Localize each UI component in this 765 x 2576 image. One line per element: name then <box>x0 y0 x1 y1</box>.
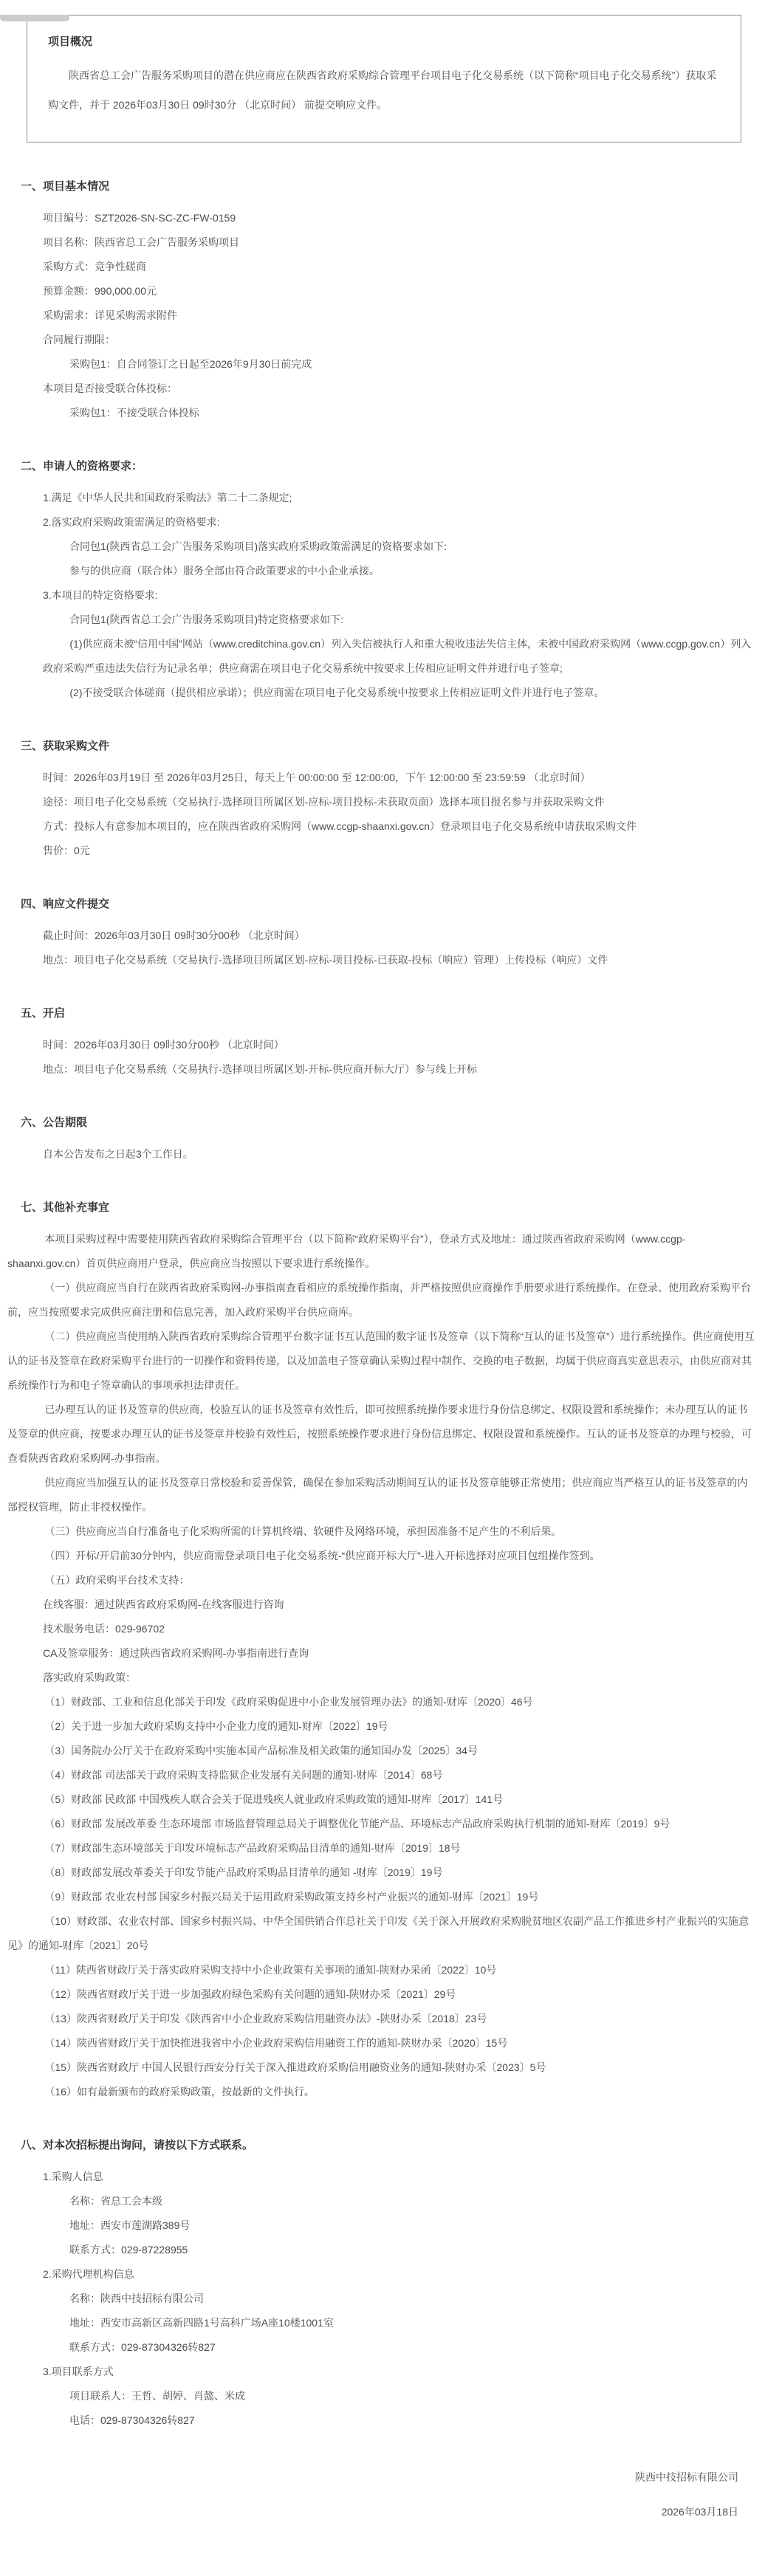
section-obtain-documents <box>7 739 758 863</box>
signature-block <box>7 2465 758 2524</box>
section-applicant-qualifications <box>7 459 758 705</box>
text-line: 1.采购人信息 <box>43 2171 103 2182</box>
text-line: 合同包1(陕西省总工会广告服务采购项目)特定资格要求如下: <box>69 614 343 625</box>
text-line: （15）陕西省财政厅 中国人民银行西安分行关于深入推进政府采购信用融资业务的通知-陕财办采〔2023〕5号 <box>44 2061 546 2073</box>
section-body <box>7 1033 758 1082</box>
section-heading: 六、公告期限 <box>21 1116 88 1129</box>
text-line: 地址：西安市高新区高新四路1号高科广场A座10楼1001室 <box>69 2317 334 2329</box>
text-line: 合同包1(陕西省总工会广告服务采购项目)落实政府采购政策需满足的资格要求如下: <box>69 540 447 552</box>
section-body <box>7 1227 758 2104</box>
text-line: 采购需求：详见采购需求附件 <box>43 309 177 321</box>
text-line: 预算金额：990,000.00元 <box>43 285 157 297</box>
section-heading: 二、申请人的资格要求： <box>21 460 143 473</box>
text-line: 2.采购代理机构信息 <box>43 2268 134 2280</box>
text-line: 联系方式：029-87228955 <box>69 2244 188 2256</box>
section-contact-info <box>7 2138 758 2433</box>
text-line: CA及签章服务：通过陕西省政府采购网-办事指南进行查询 <box>43 1647 309 1659</box>
text-line: （13）陕西省财政厅关于印发《陕西省中小企业政府采购信用融资办法》-陕财办采〔2018〕23号 <box>44 2013 487 2024</box>
section-body <box>7 924 758 972</box>
text-line: 地点：项目电子化交易系统（交易执行-选择项目所属区划-开标-供应商开标大厅）参与线上开标 <box>43 1063 477 1075</box>
text-line: （3）国务院办公厅关于在政府采购中实施本国产品标准及相关政策的通知国办发〔2025〕34号 <box>44 1745 478 1756</box>
text-line: 2.落实政府采购政策需满足的资格要求: <box>43 516 220 528</box>
section-heading: 五、开启 <box>21 1007 66 1020</box>
text-line: 名称：省总工会本级 <box>69 2195 162 2207</box>
text-line: 本项目采购过程中需要使用陕西省政府采购综合管理平台（以下简称“政府采购平台”），登录方式及地址：通过陕西省政府采购网（www.ccgp-shaanxi.gov.cn）首页供应商用户登录，供应商应当按照以下要求进行系统操作。 <box>7 1233 686 1269</box>
text-line: 电话：029-87304326转827 <box>69 2414 195 2426</box>
section-opening <box>7 1006 758 1082</box>
text-line: 途径：项目电子化交易系统（交易执行-选择项目所属区划-应标-项目投标-未获取页面）选择本项目报名参与并获取采购文件 <box>43 796 605 808</box>
text-line: 地点：项目电子化交易系统（交易执行-选择项目所属区划-应标-项目投标-已获取-投标（响应）管理）上传投标（响应）文件 <box>43 954 608 966</box>
text-line: 截止时间：2026年03月30日 09时30分00秒 （北京时间） <box>43 930 305 941</box>
text-line: （五）政府采购平台技术支持： <box>44 1574 190 1586</box>
text-line: （11）陕西省财政厅关于落实政府采购支持中小企业政策有关事项的通知-陕财办采函〔2022〕10号 <box>44 1964 497 1976</box>
text-line: 采购包1：不接受联合体投标 <box>69 407 199 419</box>
text-line: （1）财政部、工业和信息化部关于印发《政府采购促进中小企业发展管理办法》的通知-财库〔2020〕46号 <box>44 1696 533 1708</box>
text-line: （8）财政部发展改革委关于印发节能产品政府采购品目清单的通知 -财库〔2019〕19号 <box>44 1866 443 1878</box>
text-line: 在线客服：通过陕西省政府采购网-在线客服进行咨询 <box>43 1598 284 1610</box>
text-line: 落实政府采购政策： <box>43 1672 136 1683</box>
text-line: 已办理互认的证书及签章的供应商，校验互认的证书及签章有效性后，即可按照系统操作要求进行身份信息绑定、权限设置和系统操作；未办理互认的证书及签章的供应商，按要求办理互认的证书及签章并校验有效性后，按照系统操作要求进行身份信息绑定、权限设置和系统操作。互认的证书及签章的办理与校验，可查看陕西省政府采购网-办事指南。 <box>7 1404 752 1464</box>
text-line: 技术服务电话：029-96702 <box>43 1623 165 1635</box>
text-line: （10）财政部、农业农村部、国家乡村振兴局、中华全国供销合作总社关于印发《关于深入开展政府采购脱贫地区农副产品工作推进乡村产业振兴的实施意见》的通知-财库〔2021〕20号 <box>7 1915 749 1951</box>
text-line: 采购方式：竞争性磋商 <box>43 261 146 272</box>
section-heading: 三、获取采购文件 <box>21 740 110 752</box>
text-line: （一）供应商应当自行在陕西省政府采购网-办事指南查看相应的系统操作指南，并严格按照供应商操作手册要求进行系统操作。在登录、使用政府采购平台前，应当按照要求完成供应商注册和信息完善，加入政府采购平台供应商库。 <box>7 1282 752 1318</box>
text-line: 采购包1：自合同签订之日起至2026年9月30日前完成 <box>69 358 312 370</box>
text-line: 售价：0元 <box>43 845 90 856</box>
text-line: 合同履行期限： <box>43 334 115 346</box>
overview-box <box>27 15 741 142</box>
text-line: （14）陕西省财政厅关于加快推进我省中小企业政府采购信用融资工作的通知-陕财办采〔2020〕15号 <box>44 2037 508 2049</box>
text-line: （7）财政部生态环境部关于印发环境标志产品政府采购品目清单的通知-财库〔2019〕18号 <box>44 1842 461 1854</box>
footer-agency: 陕西中技招标有限公司 <box>635 2471 738 2483</box>
section-body <box>7 766 758 863</box>
text-line: 3.项目联系方式 <box>43 2366 114 2377</box>
footer-date: 2026年03月18日 <box>661 2506 738 2518</box>
overview-body: 陕西省总工会广告服务采购项目的潜在供应商应在陕西省政府采购综合管理平台项目电子化交易系统（以下简称“项目电子化交易系统”）获取采购文件，并于 2026年03月30日 09时30分 （北京时间） 前提交响应文件。 <box>48 69 717 111</box>
section-heading: 八、对本次招标提出询问，请按以下方式联系。 <box>21 2139 254 2151</box>
section-basic-info <box>7 179 758 425</box>
text-line: （9）财政部 农业农村部 国家乡村振兴局关于运用政府采购政策支持乡村产业振兴的通知-财库〔2021〕19号 <box>44 1891 539 1903</box>
text-line: 项目编号：SZT2026-SN-SC-ZC-FW-0159 <box>43 212 236 224</box>
text-line: 1.满足《中华人民共和国政府采购法》第二十二条规定; <box>43 492 292 504</box>
text-line: 时间：2026年03月30日 09时30分00秒 （北京时间） <box>43 1039 284 1051</box>
top-left-scroll-fragment <box>0 15 69 21</box>
overview-title: 项目概况 <box>48 35 93 48</box>
text-line: 时间：2026年03月19日 至 2026年03月25日，每天上午 00:00:00 至 12:00:00，下午 12:00:00 至 23:59:59 （北京时间） <box>43 772 591 783</box>
section-body <box>7 486 758 705</box>
section-body <box>7 1142 758 1167</box>
text-line: （4）财政部 司法部关于政府采购支持监狱企业发展有关问题的通知-财库〔2014〕68号 <box>44 1769 443 1781</box>
announcement-document <box>0 15 765 2576</box>
text-line: （2）关于进一步加大政府采购支持中小企业力度的通知-财库〔2022〕19号 <box>44 1720 388 1732</box>
text-line: （四）开标/开启前30分钟内，供应商需登录项目电子化交易系统-“供应商开标大厅”-进入开标选择对应项目包组操作签到。 <box>44 1550 600 1562</box>
text-line: 项目名称：陕西省总工会广告服务采购项目 <box>43 236 239 248</box>
text-line: （6）财政部 发展改革委 生态环境部 市场监督管理总局关于调整优化节能产品、环境标志产品政府采购执行机制的通知-财库〔2019〕9号 <box>44 1818 670 1830</box>
text-line: 名称：陕西中技招标有限公司 <box>69 2292 204 2304</box>
section-heading: 七、其他补充事宜 <box>21 1201 110 1214</box>
text-line: (1)供应商未被“信用中国”网站（www.creditchina.gov.cn）列入失信被执行人和重大税收违法失信主体，未被中国政府采购网（www.ccgp.gov.cn）列入政府采购严重违法失信行为记录名单；供应商需在项目电子化交易系统中按要求上传相应证明文件并进行电子签章; <box>43 638 752 674</box>
section-heading: 四、响应文件提交 <box>21 898 110 910</box>
text-line: 自本公告发布之日起3个工作日。 <box>43 1148 193 1160</box>
text-line: 地址：西安市莲湖路389号 <box>69 2219 191 2231</box>
text-line: 供应商应当加强互认的证书及签章日常校验和妥善保管，确保在参加采购活动期间互认的证书及签章能够正常使用；供应商应当严格互认的证书及签章的内部授权管理，防止非授权操作。 <box>7 1477 748 1513</box>
section-heading: 一、项目基本情况 <box>21 180 110 193</box>
section-body <box>7 2165 758 2433</box>
text-line: 参与的供应商（联合体）服务全部由符合政策要求的中小企业承接。 <box>69 565 380 577</box>
section-body <box>7 206 758 425</box>
text-line: 项目联系人：王哲、胡婷、肖懿、米成 <box>69 2390 245 2402</box>
section-other-matters <box>7 1201 758 2104</box>
text-line: 本项目是否接受联合体投标： <box>43 382 177 394</box>
text-line: （5）财政部 民政部 中国残疾人联合会关于促进残疾人就业政府采购政策的通知-财库〔2017〕141号 <box>44 1793 504 1805</box>
text-line: 联系方式：029-87304326转827 <box>69 2341 216 2353</box>
text-line: 方式：投标人有意参加本项目的，应在陕西省政府采购网（www.ccgp-shaanxi.gov.cn）登录项目电子化交易系统申请获取采购文件 <box>43 820 637 832</box>
text-line: （16）如有最新颁布的政府采购政策，按最新的文件执行。 <box>44 2086 315 2098</box>
section-response-submission <box>7 897 758 972</box>
section-announcement-period <box>7 1116 758 1167</box>
text-line: （三）供应商应当自行准备电子化采购所需的计算机终端、软硬件及网络环境，承担因准备不足产生的不利后果。 <box>44 1525 562 1537</box>
text-line: （二）供应商应当使用纳入陕西省政府采购综合管理平台数字证书互认范围的数字证书及签章（以下简称“互认的证书及签章”）进行系统操作。供应商使用互认的证书及签章在政府采购平台进行的一切操作和资料传递，以及加盖电子签章确认采购过程中制作、交换的电子数据，均属于供应商真实意思表示，由供应商对其系统操作行为和电子签章确认的事项承担法律责任。 <box>7 1330 755 1391</box>
text-line: 3.本项目的特定资格要求: <box>43 589 158 601</box>
text-line: (2)不接受联合体磋商（提供相应承诺）；供应商需在项目电子化交易系统中按要求上传相应证明文件并进行电子签章。 <box>69 687 605 698</box>
text-line: （12）陕西省财政厅关于进一步加强政府绿色采购有关问题的通知-陕财办采〔2021〕29号 <box>44 1988 456 2000</box>
